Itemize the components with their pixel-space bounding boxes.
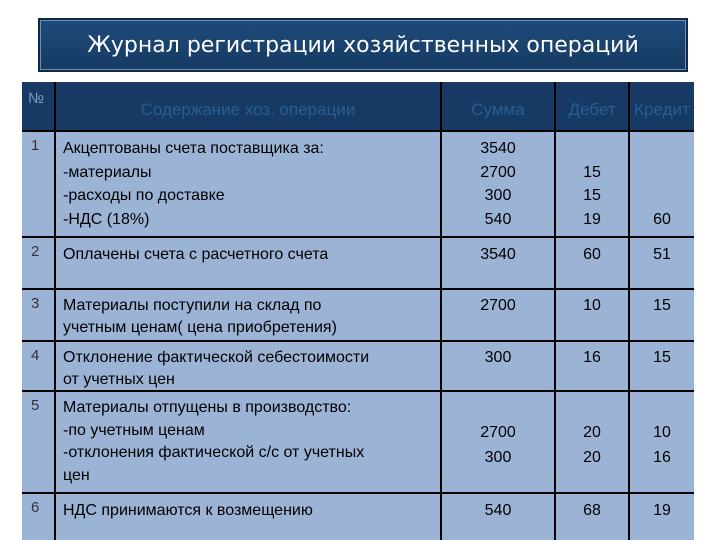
- desc-line: Отклонение фактической себестоимости: [63, 349, 370, 366]
- credit-value: 16: [653, 449, 671, 466]
- row-credit: [630, 132, 694, 236]
- table-row: [22, 494, 694, 540]
- page-title: Журнал регистрации хозяйственных операций: [38, 18, 688, 72]
- desc-line: -расходы по доставке: [63, 187, 225, 204]
- debit-value: [556, 137, 628, 161]
- desc-line: цен: [63, 466, 90, 484]
- debit-value: 68: [583, 502, 601, 519]
- sum-value: 300: [484, 449, 512, 466]
- sum-value: 2700: [480, 163, 516, 181]
- desc-line: Акцептованы счета поставщика за:: [63, 140, 324, 157]
- row-num: [22, 494, 54, 540]
- debit-value: 15: [583, 187, 601, 204]
- row-desc: [56, 342, 440, 390]
- sum-value: 3540: [480, 140, 516, 157]
- credit-value: [630, 161, 694, 185]
- row-num-text: 4: [31, 347, 40, 364]
- credit-value: 19: [653, 502, 671, 519]
- row-credit: [630, 494, 694, 540]
- credit-value: 15: [653, 297, 671, 314]
- row-num-text: 5: [31, 397, 40, 414]
- sum-value: 300: [484, 187, 512, 204]
- credit-value: 60: [653, 210, 671, 228]
- sum-value: 2700: [480, 297, 516, 314]
- debit-value: 20: [583, 424, 601, 441]
- table-header-row: [22, 82, 694, 130]
- table-row: [22, 290, 694, 340]
- row-num-text: 1: [31, 137, 40, 154]
- row-credit: [630, 392, 694, 492]
- desc-line: -по учетным ценам: [63, 421, 205, 439]
- row-debit: [556, 132, 628, 236]
- sum-value: 540: [484, 210, 512, 228]
- table-row: [22, 132, 694, 236]
- sum-value: 300: [484, 349, 512, 366]
- sum-value: 2700: [480, 424, 516, 441]
- desc-line: учетным ценам( цена приобретения): [63, 319, 337, 336]
- row-debit: [556, 290, 628, 340]
- credit-value: 10: [653, 424, 671, 441]
- desc-line: НДС принимаются к возмещению: [63, 502, 313, 519]
- row-desc: [56, 290, 440, 340]
- row-desc: [56, 238, 440, 288]
- desc-line: -отклонения фактической с/с от учетных: [63, 444, 365, 461]
- sum-value: 3540: [480, 246, 516, 263]
- row-debit: [556, 342, 628, 390]
- desc-line: Материалы отпущены в производство:: [63, 399, 352, 416]
- header-num: [22, 82, 54, 130]
- row-num: [22, 132, 54, 236]
- row-credit: [630, 238, 694, 288]
- desc-line: Материалы поступили на склад по: [63, 297, 322, 314]
- row-num-text: 2: [31, 243, 40, 260]
- header-num-label: №: [28, 90, 45, 107]
- row-debit: [556, 392, 628, 492]
- table-row: [22, 392, 694, 492]
- row-num-text: 6: [31, 499, 40, 516]
- row-num: [22, 342, 54, 390]
- row-desc: [56, 392, 440, 492]
- sum-value: 540: [484, 502, 512, 519]
- row-num: [22, 290, 54, 340]
- row-sum: [442, 132, 554, 236]
- row-sum: [442, 494, 554, 540]
- desc-line: от учетных цен: [63, 371, 175, 388]
- header-sum: [442, 82, 554, 130]
- header-desc-label: Содержание хоз. операции: [140, 100, 356, 119]
- operations-table: [22, 82, 694, 540]
- row-sum: [442, 238, 554, 288]
- header-desc: [56, 82, 440, 130]
- debit-value: 16: [583, 349, 601, 366]
- row-debit: [556, 494, 628, 540]
- credit-value: 15: [653, 349, 671, 366]
- debit-value: 19: [583, 210, 601, 228]
- header-credit-label: Кредит: [634, 100, 690, 119]
- debit-value: 60: [583, 246, 601, 263]
- header-credit: [630, 82, 694, 130]
- credit-value: 51: [653, 246, 671, 263]
- desc-line: -материалы: [63, 163, 152, 181]
- row-desc: [56, 132, 440, 236]
- desc-line: Оплачены счета с расчетного счета: [63, 246, 329, 263]
- table-row: [22, 342, 694, 390]
- desc-line: -НДС (18%): [63, 210, 150, 228]
- credit-value: [630, 137, 694, 161]
- row-credit: [630, 290, 694, 340]
- row-num-text: 3: [31, 295, 40, 312]
- table-row: [22, 238, 694, 288]
- header-sum-label: Сумма: [471, 100, 525, 119]
- debit-value: 10: [583, 297, 601, 314]
- row-sum: [442, 342, 554, 390]
- debit-value: 15: [583, 163, 601, 181]
- header-debit-label: Дебет: [568, 100, 616, 119]
- debit-value: 20: [583, 449, 601, 466]
- row-num: [22, 238, 54, 288]
- row-num: [22, 392, 54, 492]
- header-debit: [556, 82, 628, 130]
- row-desc: [56, 494, 440, 540]
- row-credit: [630, 342, 694, 390]
- row-sum: [442, 392, 554, 492]
- credit-value: [630, 184, 694, 208]
- row-debit: [556, 238, 628, 288]
- row-sum: [442, 290, 554, 340]
